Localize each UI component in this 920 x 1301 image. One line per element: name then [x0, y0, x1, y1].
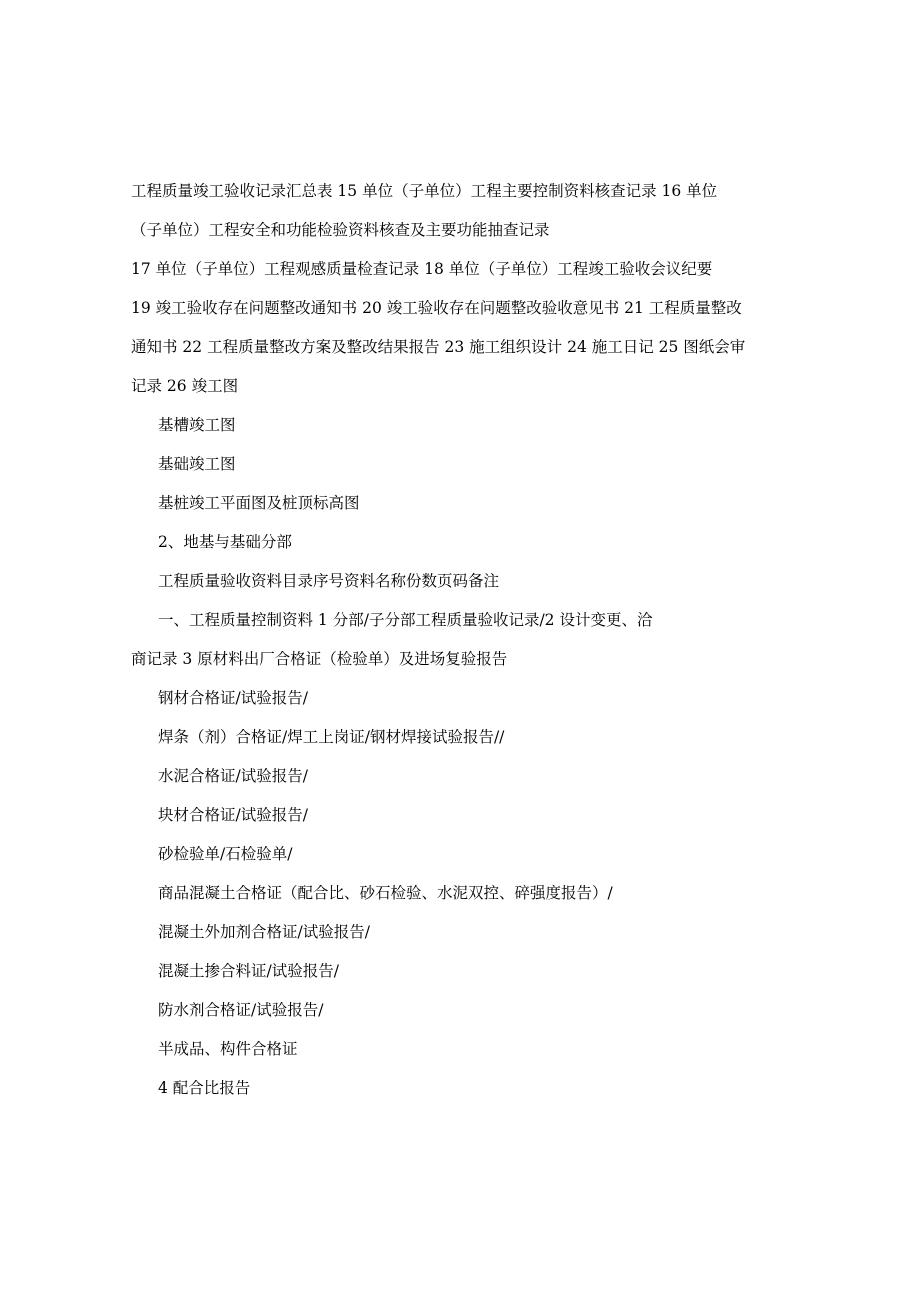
text-line: 工程质量验收资料目录序号资料名称份数页码备注	[158, 572, 500, 590]
text-line: 商记录 3 原材料出厂合格证（检验单）及进场复验报告	[131, 650, 508, 668]
text-line: 块材合格证/试验报告/	[158, 806, 308, 824]
text-line: 钢材合格证/试验报告/	[158, 689, 308, 707]
text-line: 通知书 22 工程质量整改方案及整改结果报告 23 施工组织设计 24 施工日记 25 图纸会审	[131, 338, 746, 356]
text-line: 混凝土外加剂合格证/试验报告/	[158, 923, 370, 941]
text-line: 基础竣工图	[158, 455, 236, 473]
text-line: 17 单位（子单位）工程观感质量检查记录 18 单位（子单位）工程竣工验收会议纪要	[131, 260, 713, 278]
text-line: 记录 26 竣工图	[131, 377, 239, 395]
text-line: 基桩竣工平面图及桩顶标高图	[158, 494, 360, 512]
text-line: 19 竣工验收存在问题整改通知书 20 竣工验收存在问题整改验收意见书 21 工程质量整改	[131, 299, 742, 317]
text-line: 半成品、构件合格证	[158, 1040, 298, 1058]
text-line: 一、工程质量控制资料 1 分部/子分部工程质量验收记录/2 设计变更、洽	[158, 611, 653, 629]
text-line: 4 配合比报告	[158, 1079, 251, 1097]
text-line: 2、地基与基础分部	[158, 533, 292, 551]
text-line: 防水剂合格证/试验报告/	[158, 1001, 324, 1019]
text-line: （子单位）工程安全和功能检验资料核查及主要功能抽查记录	[131, 221, 550, 239]
text-line: 工程质量竣工验收记录汇总表 15 单位（子单位）工程主要控制资料核查记录 16 单位	[131, 182, 718, 200]
text-line: 混凝土掺合料证/试验报告/	[158, 962, 339, 980]
text-line: 商品混凝土合格证（配合比、砂石检验、水泥双控、碎强度报告）/	[158, 884, 613, 902]
text-line: 砂检验单/石检验单/	[158, 845, 293, 863]
text-line: 基槽竣工图	[158, 416, 236, 434]
document-body	[131, 172, 791, 1108]
text-line: 水泥合格证/试验报告/	[158, 767, 308, 785]
text-line: 焊条（剂）合格证/焊工上岗证/钢材焊接试验报告//	[158, 728, 505, 746]
